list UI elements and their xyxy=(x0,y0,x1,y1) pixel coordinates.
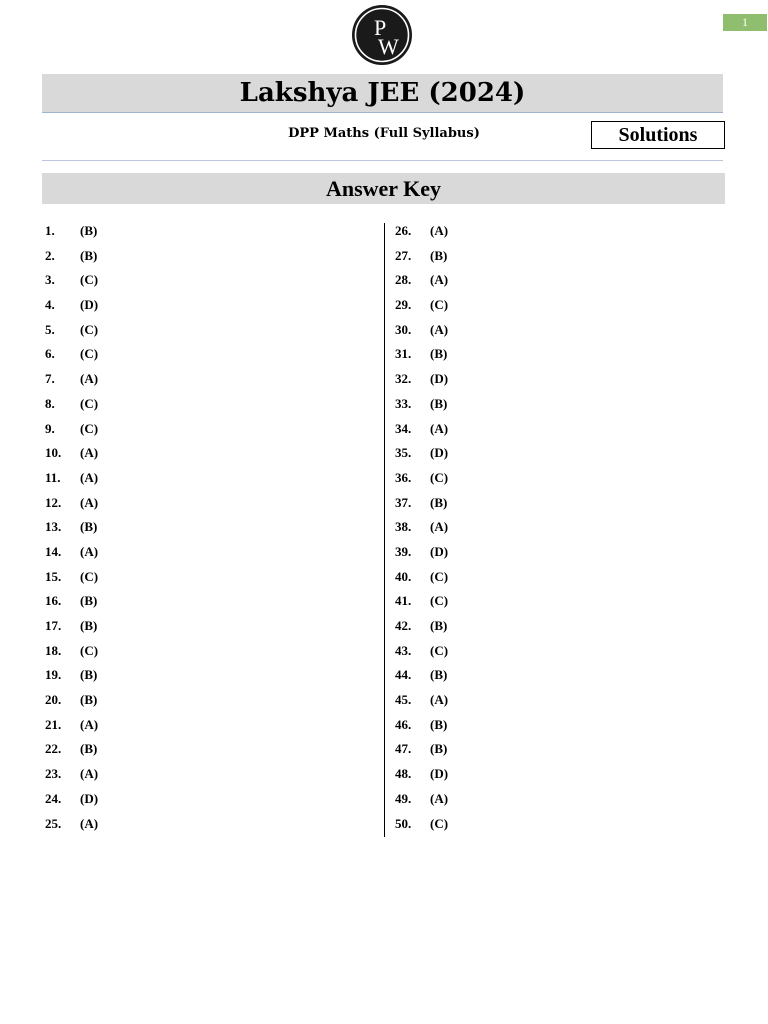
answer-row xyxy=(45,466,345,491)
answer-row xyxy=(395,589,695,614)
answer-option: (B) xyxy=(80,519,98,535)
answer-option: (B) xyxy=(80,667,98,683)
answer-row xyxy=(395,268,695,293)
answer-option: (A) xyxy=(80,716,99,732)
answer-option: (D) xyxy=(430,445,449,461)
answer-row xyxy=(395,762,695,787)
question-number: 9. xyxy=(45,420,55,436)
answer-option: (B) xyxy=(80,247,98,263)
question-number: 15. xyxy=(45,568,62,584)
question-number: 33. xyxy=(395,395,412,411)
answer-option: (A) xyxy=(80,494,99,510)
answer-option: (B) xyxy=(80,692,98,708)
answer-option: (C) xyxy=(430,469,449,485)
answer-row xyxy=(45,244,345,269)
answer-row xyxy=(395,540,695,565)
answer-row xyxy=(45,392,345,417)
answer-row xyxy=(45,614,345,639)
question-number: 32. xyxy=(395,371,412,387)
question-number: 39. xyxy=(395,543,412,559)
answer-option: (B) xyxy=(80,593,98,609)
question-number: 46. xyxy=(395,716,412,732)
header-divider xyxy=(42,160,723,161)
answer-option: (A) xyxy=(430,321,449,337)
answer-option: (A) xyxy=(430,790,449,806)
question-number: 45. xyxy=(395,692,412,708)
answer-option: (A) xyxy=(80,445,99,461)
answer-option: (D) xyxy=(430,766,449,782)
answer-row xyxy=(395,244,695,269)
answer-row xyxy=(395,688,695,713)
answer-option: (A) xyxy=(80,371,99,387)
answer-option: (B) xyxy=(430,667,448,683)
question-number: 30. xyxy=(395,321,412,337)
question-number: 42. xyxy=(395,618,412,633)
answer-row xyxy=(45,318,345,343)
answer-option: (C) xyxy=(80,568,99,584)
answer-option: (C) xyxy=(430,642,449,658)
answer-row xyxy=(395,515,695,540)
question-number: 11. xyxy=(45,469,61,485)
question-number: 2. xyxy=(45,247,55,263)
answer-option: (B) xyxy=(80,223,98,238)
question-number: 40. xyxy=(395,568,412,584)
answer-key-heading: Answer Key xyxy=(42,173,725,204)
question-number: 25. xyxy=(45,815,62,831)
question-number: 24. xyxy=(45,790,62,806)
answer-row xyxy=(45,342,345,367)
answer-row xyxy=(395,417,695,442)
question-number: 36. xyxy=(395,469,412,485)
question-number: 1. xyxy=(45,223,55,238)
answer-row xyxy=(45,762,345,787)
question-number: 16. xyxy=(45,593,62,609)
question-number: 20. xyxy=(45,692,62,708)
answer-row xyxy=(395,713,695,738)
question-number: 38. xyxy=(395,519,412,535)
question-number: 18. xyxy=(45,642,62,658)
answer-option: (C) xyxy=(80,420,99,436)
answer-row xyxy=(45,540,345,565)
answer-option: (B) xyxy=(430,395,448,411)
answer-row xyxy=(45,491,345,516)
answer-row xyxy=(45,293,345,318)
answer-option: (C) xyxy=(80,395,99,411)
answer-option: (B) xyxy=(430,716,448,732)
answer-option: (B) xyxy=(80,618,98,633)
answer-option: (A) xyxy=(430,420,449,436)
svg-text:P: P xyxy=(374,15,387,40)
answer-option: (B) xyxy=(430,618,448,633)
question-number: 49. xyxy=(395,790,412,806)
answer-row xyxy=(395,392,695,417)
question-number: 5. xyxy=(45,321,55,337)
answer-option: (C) xyxy=(80,346,99,362)
answer-row xyxy=(395,318,695,343)
page-number-badge: 1 xyxy=(723,14,767,31)
question-number: 19. xyxy=(45,667,62,683)
question-number: 34. xyxy=(395,420,412,436)
answer-option: (A) xyxy=(430,272,449,288)
answer-row xyxy=(395,614,695,639)
question-number: 27. xyxy=(395,247,412,263)
column-divider xyxy=(384,223,385,837)
answer-row xyxy=(45,367,345,392)
answer-row xyxy=(395,342,695,367)
svg-text:W: W xyxy=(378,34,399,59)
question-number: 4. xyxy=(45,297,55,313)
answers-column-right xyxy=(395,219,695,836)
answer-row xyxy=(45,219,345,244)
solutions-label: Solutions xyxy=(591,121,725,149)
answer-option: (D) xyxy=(80,790,99,806)
question-number: 28. xyxy=(395,272,412,288)
answer-option: (B) xyxy=(430,346,448,362)
question-number: 31. xyxy=(395,346,412,362)
answer-row xyxy=(395,737,695,762)
answer-option: (A) xyxy=(430,692,449,708)
answer-option: (C) xyxy=(80,642,99,658)
question-number: 43. xyxy=(395,642,412,658)
answer-row xyxy=(45,417,345,442)
answer-row xyxy=(45,515,345,540)
answer-option: (C) xyxy=(430,593,449,609)
answer-row xyxy=(395,219,695,244)
answer-option: (A) xyxy=(430,519,449,535)
answer-row xyxy=(45,565,345,590)
answer-row xyxy=(45,663,345,688)
question-number: 29. xyxy=(395,297,412,313)
answer-option: (A) xyxy=(430,223,449,238)
answer-option: (B) xyxy=(430,494,448,510)
answer-row xyxy=(395,663,695,688)
answer-option: (C) xyxy=(430,297,449,313)
question-number: 21. xyxy=(45,716,62,732)
answer-row xyxy=(395,787,695,812)
question-number: 26. xyxy=(395,223,412,238)
title-underline xyxy=(42,112,723,113)
question-number: 3. xyxy=(45,272,55,288)
question-number: 35. xyxy=(395,445,412,461)
question-number: 14. xyxy=(45,543,62,559)
answer-option: (C) xyxy=(80,321,99,337)
question-number: 41. xyxy=(395,593,412,609)
subtitle: DPP Maths (Full Syllabus) xyxy=(288,126,480,141)
question-number: 6. xyxy=(45,346,55,362)
answer-option: (B) xyxy=(430,741,448,757)
answer-option: (D) xyxy=(430,371,449,387)
question-number: 23. xyxy=(45,766,62,782)
answer-option: (A) xyxy=(80,543,99,559)
answer-option: (A) xyxy=(80,766,99,782)
question-number: 37. xyxy=(395,494,412,510)
question-number: 48. xyxy=(395,766,412,782)
question-number: 17. xyxy=(45,618,62,633)
question-number: 12. xyxy=(45,494,62,510)
question-number: 13. xyxy=(45,519,62,535)
answer-row xyxy=(45,737,345,762)
answer-row xyxy=(395,367,695,392)
answer-row xyxy=(395,466,695,491)
answer-row xyxy=(45,589,345,614)
answer-option: (A) xyxy=(80,469,99,485)
answer-row xyxy=(45,441,345,466)
pw-logo xyxy=(351,4,413,66)
answer-row xyxy=(45,787,345,812)
answers-column-left xyxy=(45,219,345,836)
answer-row xyxy=(395,639,695,664)
answer-option: (D) xyxy=(80,297,99,313)
question-number: 7. xyxy=(45,371,55,387)
answer-option: (C) xyxy=(80,272,99,288)
answer-option: (C) xyxy=(430,568,449,584)
answer-row xyxy=(395,293,695,318)
answer-row xyxy=(45,812,345,837)
answer-option: (A) xyxy=(80,815,99,831)
question-number: 44. xyxy=(395,667,412,683)
question-number: 10. xyxy=(45,445,62,461)
question-number: 50. xyxy=(395,815,412,831)
answer-option: (B) xyxy=(80,741,98,757)
answer-row xyxy=(395,441,695,466)
question-number: 22. xyxy=(45,741,62,757)
answer-row xyxy=(395,565,695,590)
subtitle-row xyxy=(42,118,726,154)
answer-row xyxy=(45,639,345,664)
answer-row xyxy=(395,812,695,837)
answer-row xyxy=(45,688,345,713)
answer-row xyxy=(45,268,345,293)
answer-option: (C) xyxy=(430,815,449,831)
document-title: Lakshya JEE (2024) xyxy=(42,74,723,113)
question-number: 47. xyxy=(395,741,412,757)
answer-option: (B) xyxy=(430,247,448,263)
question-number: 8. xyxy=(45,395,55,411)
answer-row xyxy=(395,491,695,516)
answer-option: (D) xyxy=(430,543,449,559)
answer-row xyxy=(45,713,345,738)
